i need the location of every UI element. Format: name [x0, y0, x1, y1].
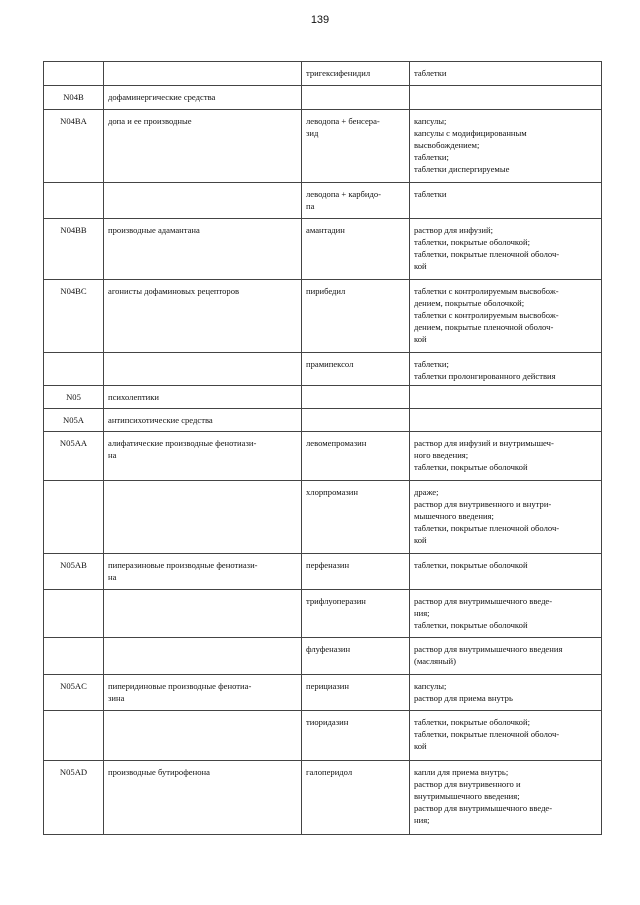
drug-name-cell: леводопа + бенсера- зид	[302, 110, 410, 183]
pharmacological-group-cell: пиперазиновые производные фенотиази- на	[104, 554, 302, 590]
dosage-form-cell: таблетки, покрытые оболочкой; таблетки, покрытые пленочной оболоч- кой	[410, 711, 602, 761]
table-row	[44, 183, 602, 219]
table-row	[44, 761, 602, 835]
drug-name-cell: пирибедил	[302, 280, 410, 353]
table-row	[44, 711, 602, 761]
atc-code-cell: N05AD	[44, 761, 104, 835]
dosage-form-cell: таблетки, покрытые оболочкой	[410, 554, 602, 590]
table-row	[44, 638, 602, 675]
atc-code-cell	[44, 481, 104, 554]
drug-name-cell: галоперидол	[302, 761, 410, 835]
table-row	[44, 219, 602, 280]
drug-name-cell: трифлуоперазин	[302, 590, 410, 638]
table-row	[44, 432, 602, 481]
atc-code-cell: N05AC	[44, 675, 104, 711]
pharmacological-group-cell: агонисты дофаминовых рецепторов	[104, 280, 302, 353]
table-row	[44, 62, 602, 86]
page-number: 139	[310, 14, 330, 26]
table-row	[44, 110, 602, 183]
pharmacological-group-cell: пиперидиновые производные фенотиа- зина	[104, 675, 302, 711]
pharmacological-group-cell	[104, 481, 302, 554]
drug-name-cell: левомепромазин	[302, 432, 410, 481]
drug-name-cell: хлорпромазин	[302, 481, 410, 554]
table-row	[44, 280, 602, 353]
pharmacological-group-cell: допа и ее производные	[104, 110, 302, 183]
pharmacological-group-cell: антипсихотические средства	[104, 409, 302, 432]
atc-code-cell: N05A	[44, 409, 104, 432]
dosage-form-cell	[410, 409, 602, 432]
atc-code-cell	[44, 638, 104, 675]
drug-classification-table	[43, 61, 602, 835]
dosage-form-cell: раствор для инфузий; таблетки, покрытые оболочкой; таблетки, покрытые пленочной оболоч- кой	[410, 219, 602, 280]
drug-name-cell	[302, 409, 410, 432]
atc-code-cell	[44, 183, 104, 219]
table-row	[44, 409, 602, 432]
atc-code-cell: N04BC	[44, 280, 104, 353]
atc-code-cell	[44, 353, 104, 386]
dosage-form-cell: таблетки с контролируемым высвобож- дением, покрытые оболочкой; таблетки с контролируемым высвобож- дением, покрытые пленочной оболоч- кой	[410, 280, 602, 353]
drug-name-cell: тригексифенидил	[302, 62, 410, 86]
pharmacological-group-cell: дофаминергические средства	[104, 86, 302, 110]
atc-code-cell: N04B	[44, 86, 104, 110]
dosage-form-cell: драже; раствор для внутривенного и внутри- мышечного введения; таблетки, покрытые пленочной оболоч- кой	[410, 481, 602, 554]
dosage-form-cell: раствор для внутримышечного введения (масляный)	[410, 638, 602, 675]
table-body	[44, 62, 602, 835]
table-row	[44, 86, 602, 110]
table-row	[44, 675, 602, 711]
atc-code-cell	[44, 62, 104, 86]
atc-code-cell: N05AB	[44, 554, 104, 590]
pharmacological-group-cell	[104, 62, 302, 86]
drug-name-cell: леводопа + карбидо- па	[302, 183, 410, 219]
atc-code-cell: N04BA	[44, 110, 104, 183]
dosage-form-cell	[410, 386, 602, 409]
dosage-form-cell	[410, 86, 602, 110]
drug-name-cell: амантадин	[302, 219, 410, 280]
table-row	[44, 554, 602, 590]
pharmacological-group-cell: производные адамантана	[104, 219, 302, 280]
drug-name-cell: флуфеназин	[302, 638, 410, 675]
atc-code-cell: N05AA	[44, 432, 104, 481]
pharmacological-group-cell	[104, 590, 302, 638]
drug-name-cell: тиоридазин	[302, 711, 410, 761]
table-row	[44, 353, 602, 386]
atc-code-cell	[44, 711, 104, 761]
table-row	[44, 481, 602, 554]
pharmacological-group-cell: производные бутирофенона	[104, 761, 302, 835]
pharmacological-group-cell: психолептики	[104, 386, 302, 409]
dosage-form-cell: капсулы; капсулы с модифицированным высвобождением; таблетки; таблетки диспергируемые	[410, 110, 602, 183]
atc-code-cell	[44, 590, 104, 638]
dosage-form-cell: капсулы; раствор для приема внутрь	[410, 675, 602, 711]
dosage-form-cell: таблетки; таблетки пролонгированного действия	[410, 353, 602, 386]
dosage-form-cell: таблетки	[410, 183, 602, 219]
dosage-form-cell: таблетки	[410, 62, 602, 86]
dosage-form-cell: раствор для внутримышечного введе- ния; таблетки, покрытые оболочкой	[410, 590, 602, 638]
pharmacological-group-cell: алифатические производные фенотиази- на	[104, 432, 302, 481]
pharmacological-group-cell	[104, 353, 302, 386]
dosage-form-cell: раствор для инфузий и внутримышеч- ного введения; таблетки, покрытые оболочкой	[410, 432, 602, 481]
dosage-form-cell: капли для приема внутрь; раствор для внутривенного и внутримышечного введения; раствор для внутримышечного введе- ния;	[410, 761, 602, 835]
pharmacological-group-cell	[104, 183, 302, 219]
pharmacological-group-cell	[104, 711, 302, 761]
drug-name-cell	[302, 386, 410, 409]
drug-name-cell: прамипексол	[302, 353, 410, 386]
drug-name-cell: перициазин	[302, 675, 410, 711]
drug-name-cell	[302, 86, 410, 110]
table-row	[44, 590, 602, 638]
atc-code-cell: N05	[44, 386, 104, 409]
pharmacological-group-cell	[104, 638, 302, 675]
table-row	[44, 386, 602, 409]
atc-code-cell: N04BB	[44, 219, 104, 280]
drug-name-cell: перфеназин	[302, 554, 410, 590]
